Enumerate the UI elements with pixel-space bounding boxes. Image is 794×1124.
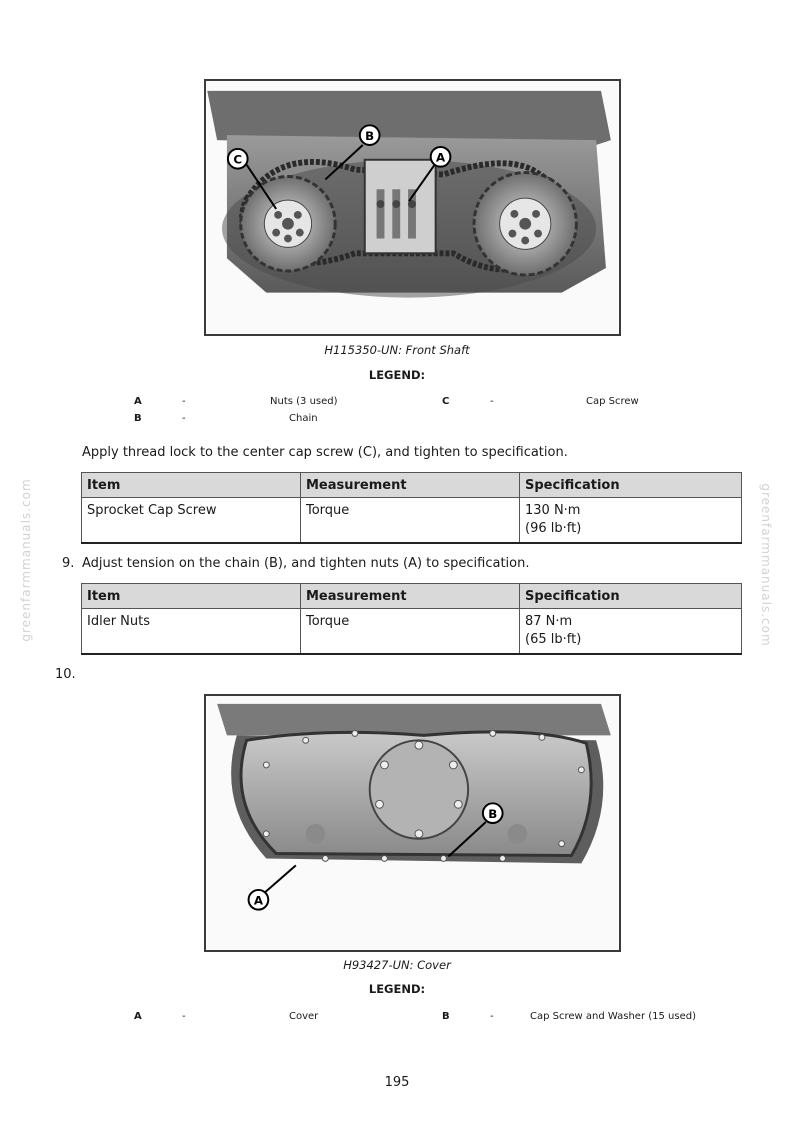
spec-metric: 130 N·m [525,503,581,518]
table-header-row [82,473,742,498]
page-number: 195 [384,1075,410,1090]
watermark-left: greenfarmmanuals.com [19,478,33,642]
legend1-title: LEGEND: [368,368,426,382]
callout-a [249,890,269,910]
callout-a [431,147,451,167]
legend2-title: LEGEND: [368,982,426,996]
cell-measurement: Torque [301,498,520,544]
legend1-text-a: Nuts (3 used) [270,396,338,407]
svg-text:B: B [365,129,375,144]
legend2-text-b: Cap Screw and Washer (15 used) [530,1011,696,1022]
spec-imperial: (65 lb·ft) [525,632,582,647]
legend2-key-a: A [134,1011,142,1022]
watermark-right: greenfarmmanuals.com [759,483,773,647]
svg-text:B: B [488,807,498,822]
spec-metric: 87 N·m [525,614,573,629]
legend2-sep-b: - [490,1011,494,1022]
header-specification: Specification [520,584,742,609]
spec-table-sprocket [81,472,742,544]
figure-front-shaft [204,79,621,336]
svg-text:C: C [233,152,243,167]
figure2-caption: H93427-UN: Cover [343,958,451,972]
header-measurement: Measurement [301,584,520,609]
callout-b [360,125,380,145]
callout-c [228,149,248,169]
cell-specification [520,498,742,544]
legend2-key-b: B [442,1011,450,1022]
cell-item: Sprocket Cap Screw [82,498,301,544]
figure1-caption: H115350-UN: Front Shaft [324,343,470,357]
table-header-row [82,584,742,609]
legend1-sep-a: - [182,396,186,407]
step-9-text: Adjust tension on the chain (B), and tighten nuts (A) to specification. [82,556,530,571]
spec-table-idler [81,583,742,655]
cell-item: Idler Nuts [82,609,301,655]
cover-illustration [206,696,619,950]
figure-cover [204,694,621,952]
cell-specification [520,609,742,655]
legend1-key-c: C [442,396,450,407]
table-row [82,609,742,655]
legend1-sep-b: - [182,413,186,424]
legend1-text-b: Chain [289,413,318,424]
instruction-thread-lock: Apply thread lock to the center cap screw (C), and tighten to specification. [82,445,568,460]
step-10-number: 10. [55,667,76,682]
spec-imperial: (96 lb·ft) [525,521,582,536]
front-shaft-illustration [206,81,619,334]
callout-b [483,803,503,823]
header-specification: Specification [520,473,742,498]
legend1-key-b: B [134,413,142,424]
cell-measurement: Torque [301,609,520,655]
header-item: Item [82,584,301,609]
header-item: Item [82,473,301,498]
header-measurement: Measurement [301,473,520,498]
table-row [82,498,742,544]
legend1-sep-c: - [490,396,494,407]
legend1-key-a: A [134,396,142,407]
svg-text:A: A [435,150,446,165]
legend1-text-c: Cap Screw [586,396,639,407]
legend2-sep-a: - [182,1011,186,1022]
svg-text:A: A [253,893,263,908]
legend2-text-a: Cover [289,1011,319,1022]
step-9-number: 9. [62,556,75,571]
